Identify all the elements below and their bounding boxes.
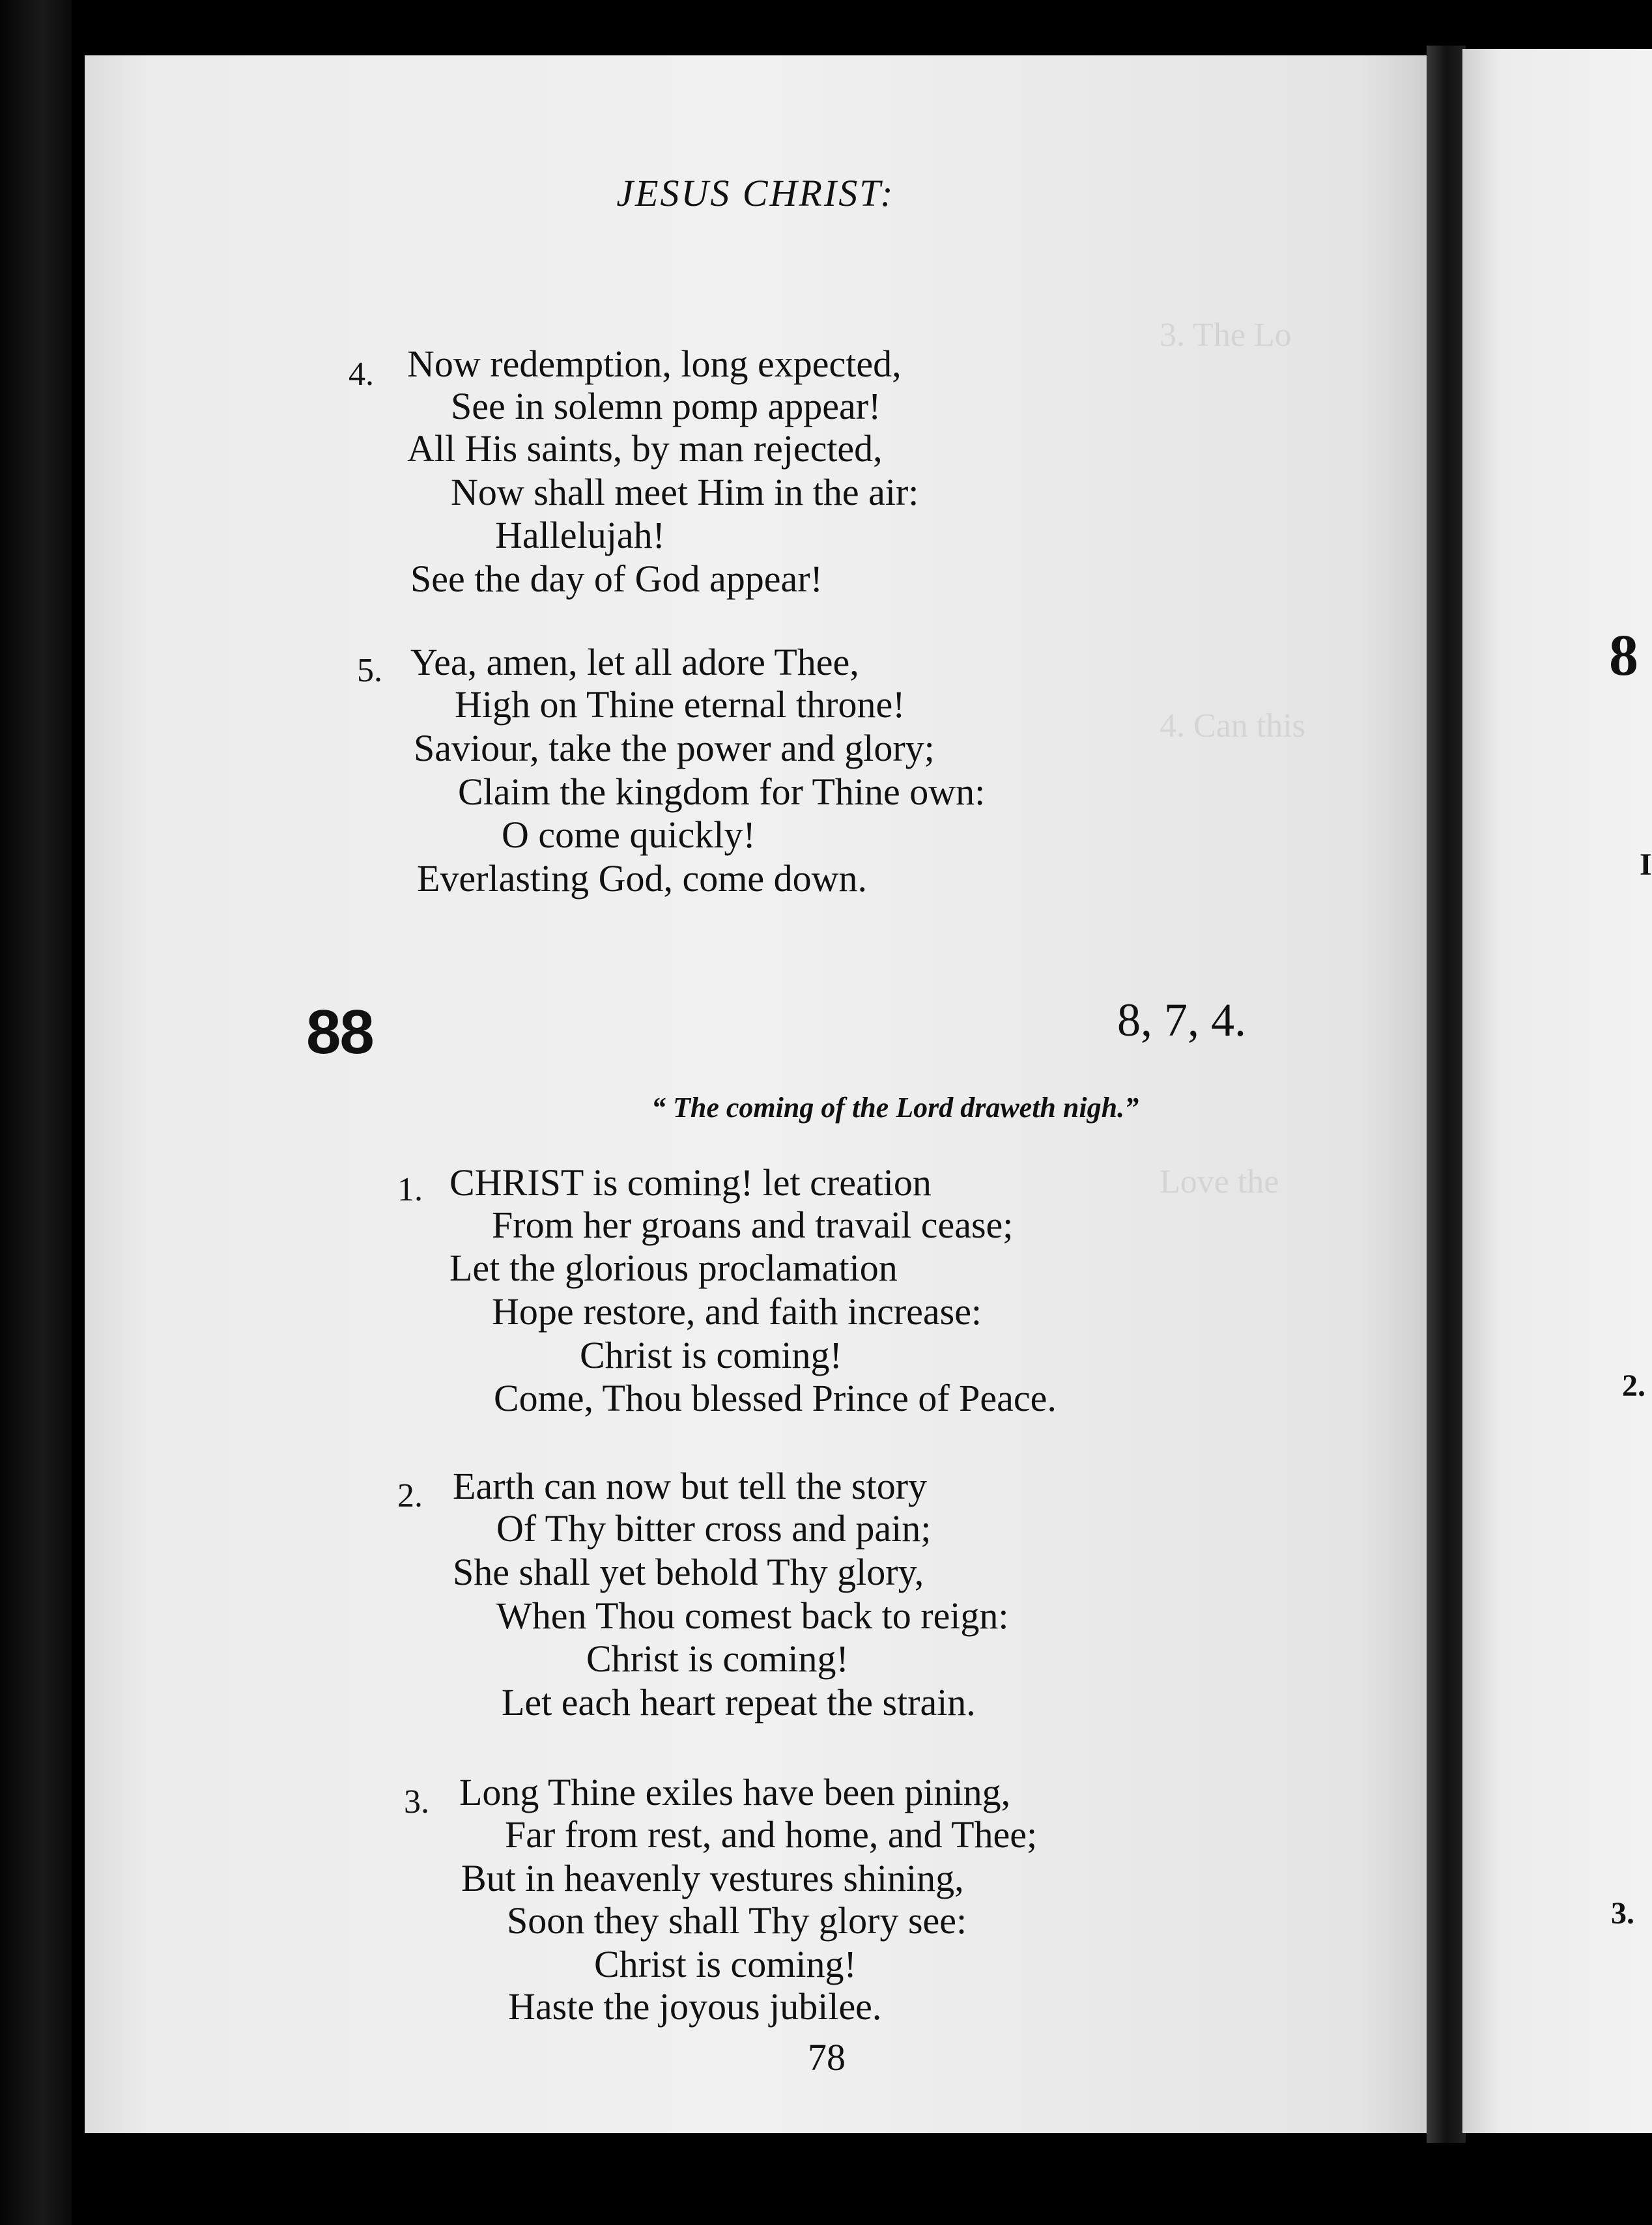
verse-line: Long Thine exiles have been pining, <box>459 1771 1011 1813</box>
verse-line: Now shall meet Him in the air: <box>451 471 919 513</box>
verse-line: When Thou comest back to reign: <box>496 1594 1009 1637</box>
page-number: 78 <box>808 2036 846 2078</box>
verse-number-fragment: 2. <box>1622 1368 1645 1403</box>
page-gutter <box>1427 46 1466 2143</box>
verse-line: Saviour, take the power and glory; <box>414 727 935 769</box>
hymn-epigraph: “ The coming of the Lord draweth nigh.” <box>651 1092 1139 1124</box>
verse-number: 3. <box>404 1783 429 1821</box>
verse-line: O come quickly! <box>502 814 756 856</box>
book-binding-shadow <box>0 0 72 2225</box>
verse-line: All His saints, by man rejected, <box>407 427 883 470</box>
verse-line: Everlasting God, come down. <box>417 857 868 900</box>
verse-line: Christ is coming! <box>594 1943 857 1985</box>
verse-line: Far from rest, and home, and Thee; <box>505 1813 1038 1856</box>
left-page <box>85 55 1427 2133</box>
verse-line: Haste the joyous jubilee. <box>508 1985 882 2028</box>
right-page-edge <box>1462 49 1652 2133</box>
verse-number: 2. <box>397 1477 423 1514</box>
verse-line: Christ is coming! <box>580 1334 842 1376</box>
verse-number: 1. <box>397 1171 423 1208</box>
verse-line: Earth can now but tell the story <box>453 1465 928 1507</box>
verse-number-fragment: I <box>1640 847 1652 882</box>
verse-line: CHRIST is coming! let creation <box>449 1161 932 1204</box>
verse-line: Claim the kingdom for Thine own: <box>458 771 986 813</box>
hymn-number-fragment: 8 <box>1609 623 1638 688</box>
verse-line: Soon they shall Thy glory see: <box>507 1899 967 1942</box>
verse-line: From her groans and travail cease; <box>492 1204 1014 1246</box>
verse-line: Let the glorious proclamation <box>449 1247 898 1289</box>
verse-line: See the day of God appear! <box>410 558 823 600</box>
verse-line: Of Thy bitter cross and pain; <box>496 1507 932 1550</box>
hymn-meter: 8, 7, 4. <box>1117 994 1246 1046</box>
verse-line: But in heavenly vestures shining, <box>461 1857 964 1899</box>
verse-line: Yea, amen, let all adore Thee, <box>410 641 859 683</box>
verse-line: Now redemption, long expected, <box>407 343 902 385</box>
verse-line: Let each heart repeat the strain. <box>502 1681 976 1723</box>
bleed-through-text: 4. Can this <box>1160 707 1305 744</box>
verse-line: She shall yet behold Thy glory, <box>453 1551 924 1593</box>
verse-number-fragment: 3. <box>1611 1896 1634 1931</box>
hymn-number: 88 <box>306 997 373 1067</box>
bleed-through-text: Love the <box>1160 1163 1279 1200</box>
verse-line: Hope restore, and faith increase: <box>492 1290 982 1333</box>
running-head: JESUS CHRIST: <box>616 172 895 214</box>
verse-line: See in solemn pomp appear! <box>451 385 881 427</box>
verse-number: 5. <box>357 652 382 689</box>
verse-line: High on Thine eternal throne! <box>455 683 905 726</box>
verse-line: Christ is coming! <box>586 1637 849 1680</box>
verse-line: Hallelujah! <box>495 514 665 556</box>
verse-number: 4. <box>349 356 374 393</box>
bleed-through-text: 3. The Lo <box>1160 317 1292 354</box>
verse-line: Come, Thou blessed Prince of Peace. <box>494 1377 1057 1419</box>
